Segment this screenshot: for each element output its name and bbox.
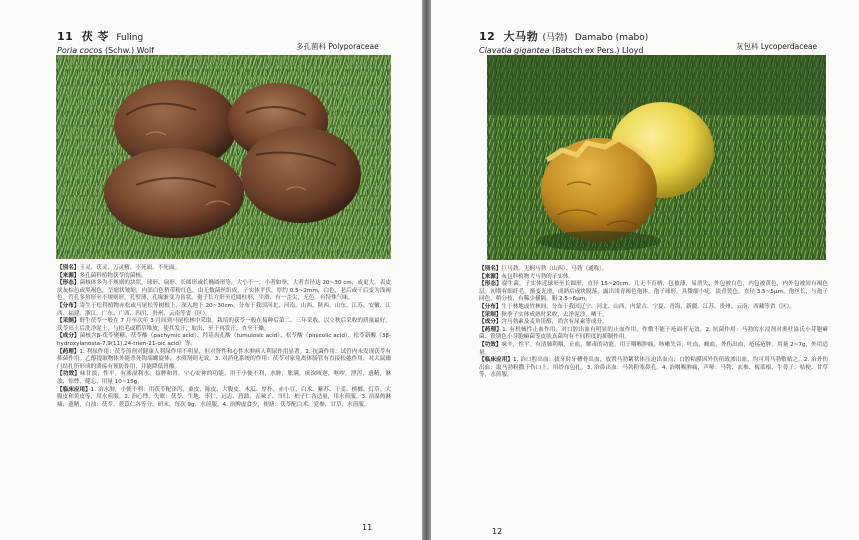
right-section-label: 【来源】	[479, 273, 502, 280]
right-section-text: 1. 有机械性止血作用：对口腔出血有明显的止血作用，作敷不能于疮面者无效。2. 抗菌作用：马勃的水浸剂对奥杜盎氏小芽胞癣菌、铁锈色小芽胞癣菌等皮肤真菌均有不同程度的抑制作用。	[479, 326, 828, 341]
right-section-label: 【采制】	[479, 311, 502, 318]
left-section-text: 野生茯苓一般在 7 月至次年 3 月间到马尾松林中采取。栽培的茯苓一般在接种后第二、三年采收，以立秋后采收的质量最好。茯苓出土后洗净泥土，与松毛或稻草堆放，使其发汗，取出，至干再发汗，直至干燥。	[57, 318, 391, 332]
left-family-name: 多孔菌科 Polyporaceae	[296, 42, 379, 51]
left-section-label: 【来源】	[57, 272, 80, 279]
right-scientific-name	[479, 46, 648, 55]
right-entry-number: 12	[479, 30, 496, 43]
right-section-label: 【功效】	[479, 341, 502, 348]
right-photo-clavatia-gigantea	[487, 55, 826, 260]
right-section-text: 含马勃素及麦角甾醇，尚含有尿素等成分。	[501, 319, 608, 326]
right-section-8	[479, 357, 828, 380]
left-section-label: 【临床应用】	[57, 386, 91, 393]
left-section-text: 寄生于松科植物赤松或马尾松等树根上，深入地下 20~30cm。分布于我国河北、河南、山西、陕西、山东、江苏、安徽、江西、福建、浙江、广东、广西、四川、贵州、云南等省（区）。	[57, 302, 391, 317]
left-section-text: 味甘淡，性平。有渗湿利水、益脾和胃、宁心安神的功能。用于小便不利，水肿，胀满，痰饮咳逆，呕哕，泄泻，遗精，淋浊，惊悸，健忘。用量 10~15g。	[57, 371, 391, 385]
right-section-text: 腐生菌。子实体近球形至长圆形，直径 15~20cm，几无不育柄，包被薄，易消失，外包被白色，内包被黄色，内外包被间有褐色层。初期有细纤毛，渐变光滑，成熟后成块脱落，露出浅青褐色孢体。孢子球形，具微细小疣，淡青黄色，直径 3.5~5μm。孢丝长，与孢子同色，稍分枝，有稀少横隔，粗 2.5~6μm。	[479, 281, 828, 303]
right-section-5	[479, 319, 828, 327]
left-section-3	[57, 303, 391, 318]
right-entry-heading	[479, 28, 648, 55]
right-page	[431, 0, 859, 540]
left-section-5	[57, 333, 391, 348]
left-section-label: 【采制】	[57, 318, 80, 325]
right-section-7	[479, 342, 828, 357]
right-section-text: 灰包科植物大马勃的子实体。	[501, 273, 575, 280]
left-section-7	[57, 371, 391, 386]
left-entry-title: 茯 苓	[81, 30, 109, 43]
left-section-text: 多孔菌科植物茯苓的菌核。	[79, 272, 147, 279]
left-section-label: 【形态】	[57, 280, 80, 287]
book-gutter	[422, 0, 431, 540]
right-body-text	[479, 266, 828, 380]
left-page	[0, 0, 422, 540]
right-section-6	[479, 327, 828, 342]
right-page-number: 12	[492, 527, 503, 536]
left-body-text	[57, 265, 391, 409]
left-section-0	[57, 265, 391, 273]
right-section-label: 【成分】	[479, 319, 502, 326]
left-entry-pinyin: Fuling	[116, 33, 144, 43]
left-section-label: 【药理】	[57, 348, 80, 355]
right-entry-title-paren: (马勃)	[542, 33, 568, 43]
left-section-2	[57, 280, 391, 303]
left-section-text: 1. 利尿作用：茯苓煎剂对健康人利尿作用不明显，但对肾性和心性水肿病人利尿作用显著。2. 抗菌作用：试管内未发现茯苓有抑菌作用。乙醇提取物体外能杀死钩端螺旋体，水煎剂则无效。3. 对消化系统的作用：茯苓对家兔离体肠管有直接松弛作用，对大鼠幽门结扎所形成的溃疡有预防作用，并能降低胃酸。	[57, 348, 391, 370]
right-section-text: 味辛，性平。有清肺利咽，止血，解毒的功能。用于咽喉肿痛，咳嗽失音，吐血，衄血，外伤出血，疮疡疮肿。用量 2~7g，外用适量。	[479, 341, 828, 356]
left-section-text: 1. 治水肿，小便不利：用茯苓配泽泻、桑皮、陈皮、大腹皮、木瓜、厚朴、赤小豆、白术、紫苏、干姜、槟榔、灯草。大腹皮和黄皮等，用水煎服。2. 治心悸、失眠：茯苓、生地、枣仁、远志、菖蒲、五味子、当归、柏子仁各适量，用水煎服。3. 治湿热淋痛，遗精，白浊：茯苓、薏苡仁各等分，研末，每次 9g，水煎服。4. 治脾虚食少，便溏：茯苓配白术、党参、甘草，水煎服。	[57, 386, 391, 408]
left-section-text: 菌核体多为不规则的块状，球形、扁形、长圆形或长椭圆形等，大小不一，小者如拳，大者直径达 20~30 cm，或更大。表皮淡灰棕色或黑褐色，呈瘤状皱缩，内部白色稍带粉红色，由无数菌丝组成。子实体平伏，厚约 0.5~2mm，白色，老后或干后变为浅褐色。管孔多角形至不规则形，孔壁薄，孔缘渐变为齿状。孢子长方形至近圆柱形，平滑，有一歪尖，无色。有特殊气味。	[57, 280, 391, 302]
left-page-number: 11	[362, 523, 373, 532]
right-section-text: 1. 治口腔出血：拔牙时牙槽骨出血，放置马勃絮状体压迫出血点；口腔粘膜因外伤所致渗出血，均可用马勃敷贴之。2. 治外伤出血：取马勃粉撒于伤口上，用纱布包扎。3. 治鼻出血：马勃粉塞鼻孔。4. 治咽喉肿痛，声哑：马勃、玄参、板蓝根、牛蒡子、桔梗、甘草等，水煎服。	[479, 357, 828, 379]
right-section-text: 巨马勃、无柄马勃（山西）、马勃（通称）。	[501, 266, 608, 272]
right-section-2	[479, 281, 828, 304]
left-section-text: 菌核含β-茯苓聚糖、茯苓酸（pachymic acid）、羟基齿孔酸（tumulosic acid）、松苓酸（pinicolic acid）、松苓新酸（3β-hydroxylanosta-7,9(11),24-trien-21-oic acid）等。	[57, 333, 391, 347]
left-photo-poria-cocos	[56, 55, 391, 259]
right-entry-title-line	[479, 28, 648, 44]
right-section-label: 【药理】	[479, 326, 503, 333]
left-entry-title-line	[57, 28, 154, 44]
left-scientific-name	[57, 46, 154, 55]
right-section-label: 【临床应用】	[479, 357, 514, 364]
right-section-label: 【别名】	[479, 266, 502, 272]
left-section-text: 玉灵、茯灵、万灵精、不死面、不死面。	[79, 265, 181, 271]
left-sci-author: (Schw.) Wolf	[104, 46, 155, 55]
right-family-name: 灰包科 Lycoperdaceae	[736, 42, 818, 51]
left-section-4	[57, 318, 391, 333]
left-section-label: 【分布】	[57, 302, 80, 309]
left-section-label: 【功效】	[57, 371, 81, 378]
right-entry-title: 大马勃	[503, 30, 539, 43]
right-sci-genus-species: Clavatia gigantea	[479, 46, 550, 55]
right-section-label: 【形态】	[479, 281, 502, 288]
left-entry-heading	[57, 28, 154, 55]
right-entry-pinyin: Damabo (mabo)	[574, 33, 649, 43]
left-sci-genus-species: Poria cocos	[57, 46, 103, 55]
right-sci-author: (Batsch ex Pers.) Lloyd	[552, 46, 644, 55]
left-section-8	[57, 387, 391, 410]
right-section-text: 生于林地或竹林间，分布于我国辽宁、河北、山西、内蒙古、宁夏、青海、新疆、江苏、贵州、云南、西藏等省（区）。	[501, 303, 796, 310]
left-section-label: 【成分】	[57, 333, 80, 340]
right-section-3	[479, 304, 828, 312]
left-section-label: 【别名】	[57, 265, 80, 271]
left-section-6	[57, 349, 391, 372]
right-section-0	[479, 266, 828, 274]
left-entry-number: 11	[57, 30, 74, 43]
right-section-label: 【分布】	[479, 303, 502, 310]
right-section-text: 秋季子实体成熟时采收，去净泥沙，晒干。	[501, 311, 608, 318]
